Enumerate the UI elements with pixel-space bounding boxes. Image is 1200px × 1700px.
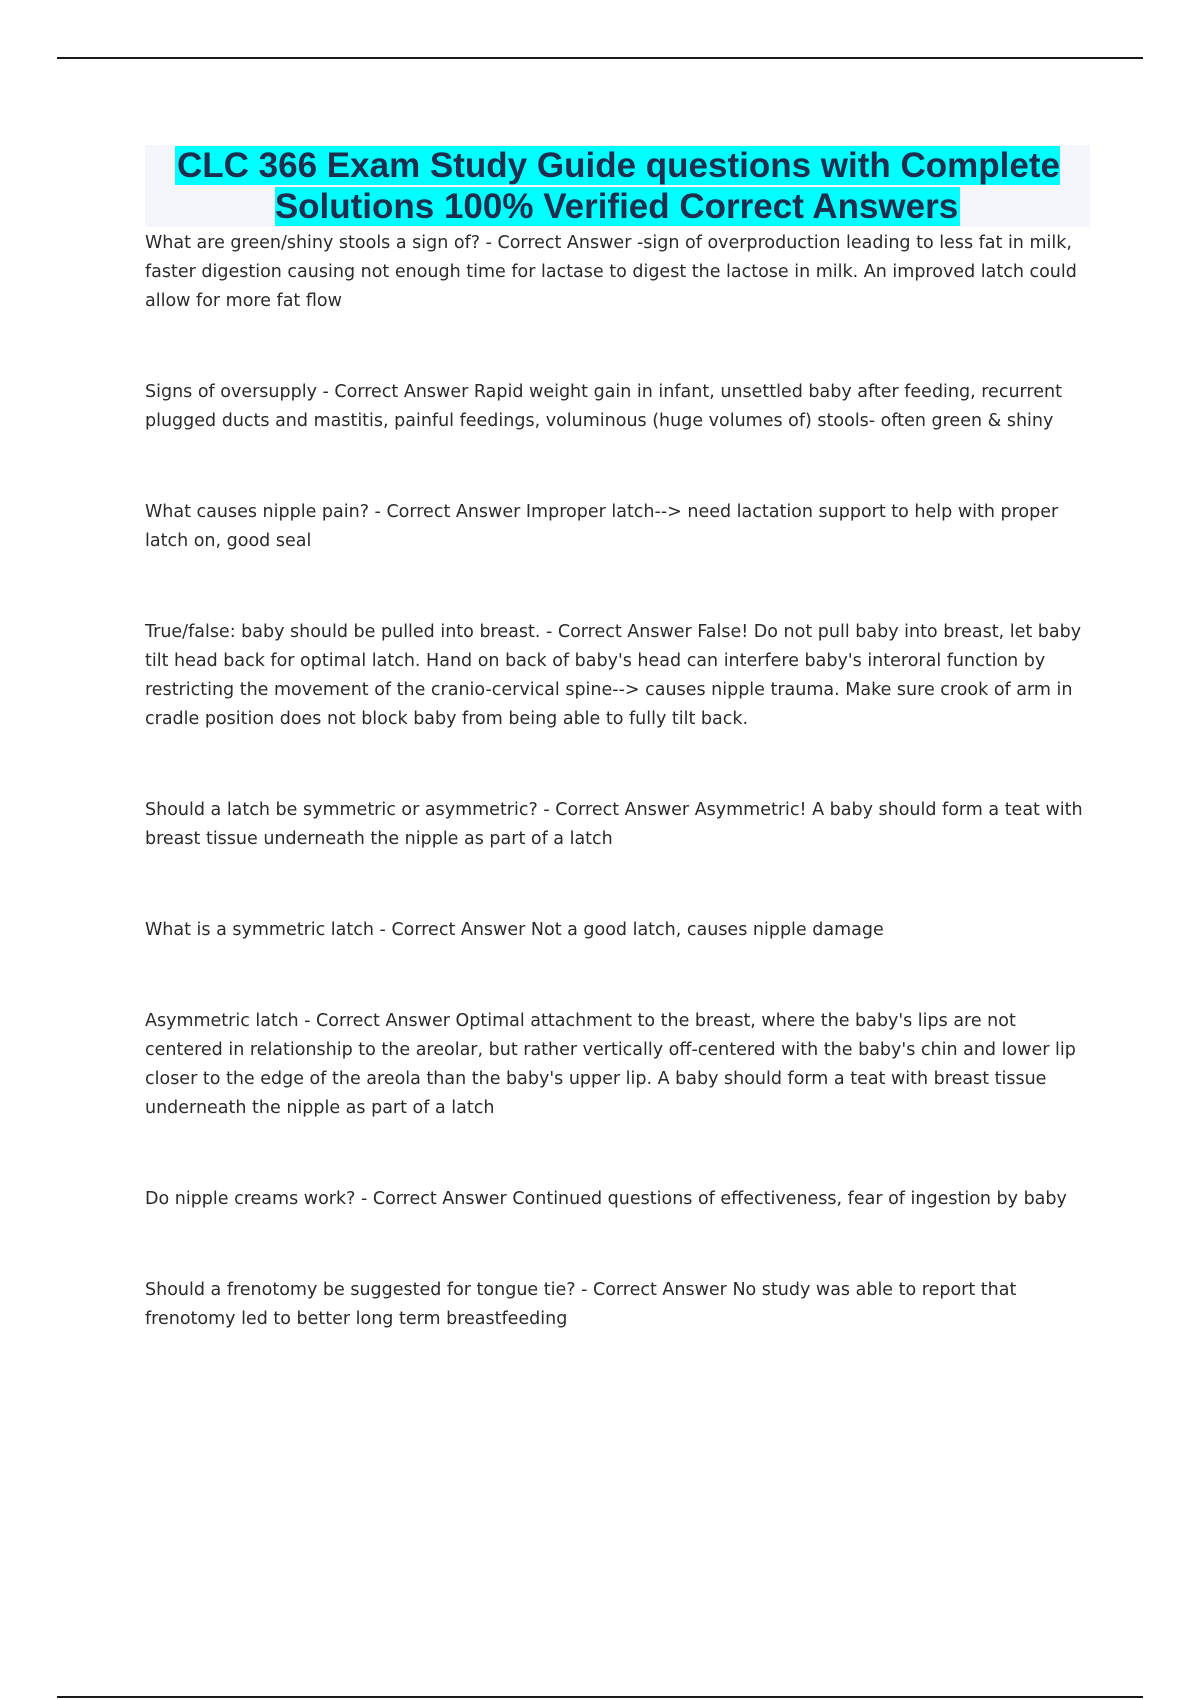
answer-text: Correct Answer Asymmetric! A baby should form a teat with breast tissue underneath the nipple as part of a latch	[145, 800, 1083, 849]
answer-text: Correct Answer -sign of overproduction leading to less fat in milk, faster digestion causing not enough time for lactase to digest the lactose in milk. An improved latch could allow for more fat flow	[145, 233, 1077, 311]
answer-separator: -	[316, 382, 335, 402]
question-text: Signs of oversupply	[145, 382, 317, 402]
qa-item	[145, 1007, 1090, 1123]
question-text: What are green/shiny stools a sign of?	[145, 233, 481, 253]
question-text: Asymmetric latch	[145, 1011, 299, 1031]
qa-item	[145, 618, 1090, 734]
qa-list	[145, 229, 1090, 1334]
question-text: True/false: baby should be pulled into breast.	[145, 622, 541, 642]
qa-item	[145, 498, 1090, 556]
title-highlight: CLC 366 Exam Study Guide questions with Complete Solutions 100% Verified Correct Answers	[177, 146, 1060, 226]
qa-item	[145, 378, 1090, 436]
question-text: Should a latch be symmetric or asymmetric?	[145, 800, 538, 820]
qa-item	[145, 229, 1090, 316]
answer-separator: -	[537, 800, 556, 820]
question-text: Should a frenotomy be suggested for tongue tie?	[145, 1280, 576, 1300]
answer-separator: -	[480, 233, 498, 253]
answer-text: Correct Answer Improper latch--> need lactation support to help with proper latch on, good seal	[145, 502, 1059, 551]
answer-separator: -	[298, 1011, 317, 1031]
question-text: Do nipple creams work?	[145, 1189, 356, 1209]
answer-text: Correct Answer Rapid weight gain in infant, unsettled baby after feeding, recurrent plugged ducts and mastitis, painful feedings, voluminous (huge volumes of) stools- often green & shiny	[145, 382, 1062, 431]
answer-separator: -	[540, 622, 558, 642]
answer-separator: -	[373, 920, 392, 940]
title-block	[145, 145, 1090, 227]
top-rule	[57, 57, 1143, 59]
answer-separator: -	[355, 1189, 373, 1209]
bottom-rule	[57, 1696, 1143, 1698]
document-title	[145, 145, 1090, 227]
qa-item	[145, 1185, 1090, 1214]
answer-text: Correct Answer No study was able to report that frenotomy led to better long term breastfeeding	[145, 1280, 1017, 1329]
answer-text: Correct Answer Continued questions of effectiveness, fear of ingestion by baby	[372, 1189, 1067, 1209]
question-text: What causes nipple pain?	[145, 502, 369, 522]
qa-item	[145, 916, 1090, 945]
question-text: What is a symmetric latch	[145, 920, 374, 940]
answer-separator: -	[368, 502, 387, 522]
answer-text: Correct Answer Not a good latch, causes nipple damage	[391, 920, 884, 940]
qa-item	[145, 1276, 1090, 1334]
answer-separator: -	[575, 1280, 593, 1300]
answer-text: Correct Answer False! Do not pull baby into breast, let baby tilt head back for optimal latch. Hand on back of baby's head can interfere baby's interoral function by restricting the movement of the cranio-cervical spine--> causes nipple trauma. Make sure crook of arm in cradle position does not block baby from being able to fully tilt back.	[145, 622, 1082, 729]
qa-item	[145, 796, 1090, 854]
answer-text: Correct Answer Optimal attachment to the breast, where the baby's lips are not centered in relationship to the areolar, but rather vertically off-centered with the baby's chin and lower lip closer to the edge of the areola than the baby's upper lip. A baby should form a teat with breast tissue underneath the nipple as part of a latch	[145, 1011, 1076, 1118]
